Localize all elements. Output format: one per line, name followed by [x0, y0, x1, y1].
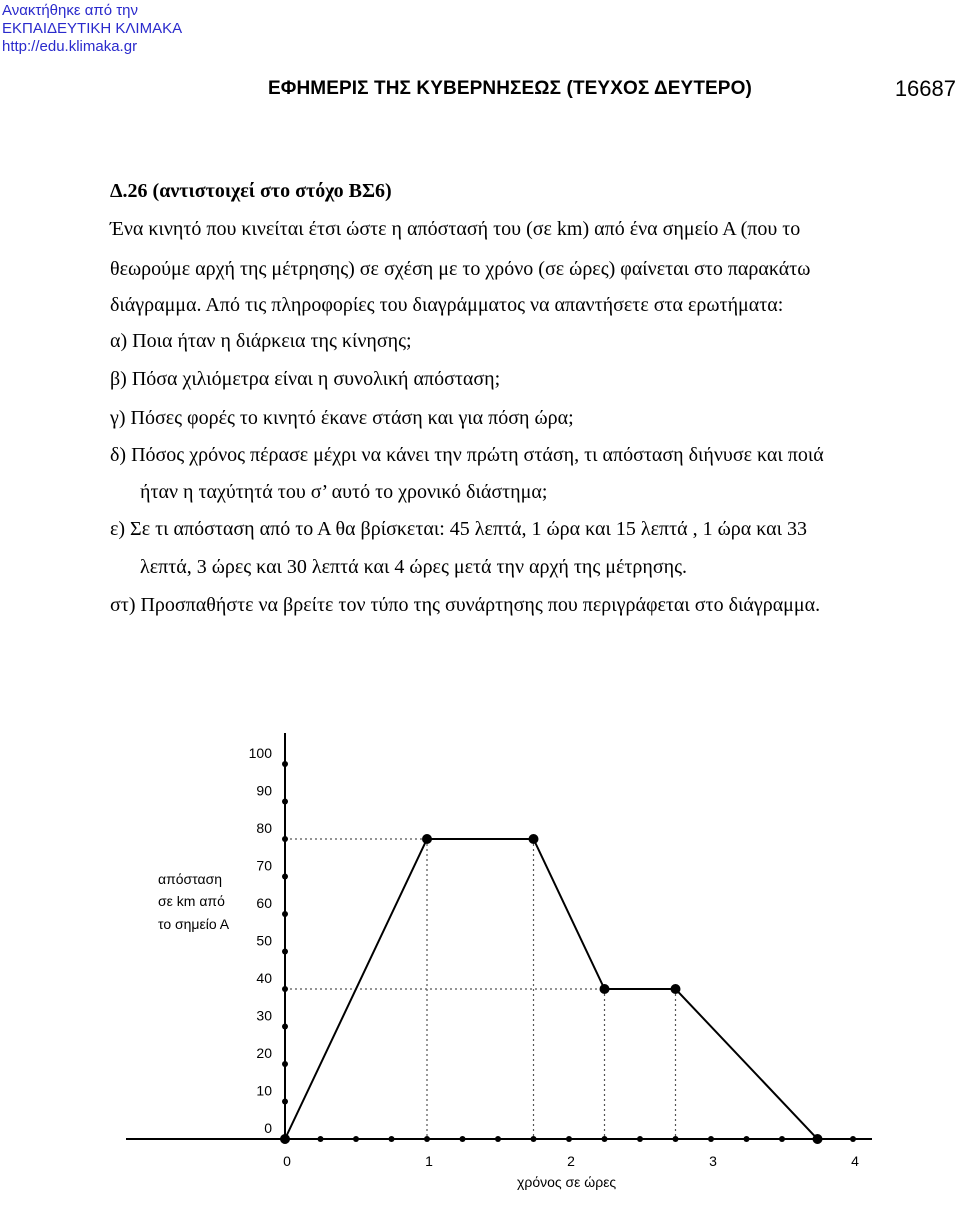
y-tick-label: 70: [256, 857, 272, 874]
exercise-title: Δ.26 (αντιστοιχεί στο στόχο ΒΣ6): [110, 180, 392, 202]
source-line-1: Ανακτήθηκε από την: [2, 2, 139, 19]
y-axis-label-line-1: απόσταση: [158, 871, 223, 887]
y-tick-label: 40: [256, 970, 272, 986]
x-tick-label: 2: [567, 1153, 575, 1169]
x-tick-label: 4: [851, 1153, 859, 1169]
x-tick-dot: [424, 1136, 430, 1142]
y-tick-label: 0: [264, 1120, 272, 1136]
x-tick-dot: [495, 1136, 501, 1142]
y-tick-dot: [282, 799, 288, 805]
question-e-line-2: λεπτά, 3 ώρες και 30 λεπτά και 4 ώρες μετά την αρχή της μέτρησης.: [140, 556, 688, 578]
x-tick-dot: [708, 1136, 714, 1142]
y-tick-dot: [282, 1024, 288, 1030]
x-tick-dot: [673, 1136, 679, 1142]
distance-time-chart: [0, 700, 960, 1200]
y-axis-label-line-3: το σημείο Α: [158, 916, 230, 932]
y-tick-label: 10: [256, 1082, 272, 1099]
question-d-line-2: ήταν η ταχύτητά του σ’ αυτό το χρονικό διάστημα;: [140, 481, 548, 503]
gazette-title: ΕΦΗΜΕΡΙΣ ΤΗΣ ΚΥΒΕΡΝΗΣΕΩΣ (ΤΕΥΧΟΣ ΔΕΥΤΕΡΟ): [268, 78, 752, 99]
x-tick-label: 3: [709, 1153, 717, 1169]
y-tick-label: 30: [256, 1007, 272, 1024]
y-tick-label: 80: [256, 820, 272, 836]
intro-line-3b: Από τις πληροφορίες του διαγράμματος να απαντήσετε στα ερωτήματα:: [205, 294, 784, 316]
y-tick-labels: [249, 745, 273, 1136]
x-tick-dot: [353, 1136, 359, 1142]
x-tick-dot: [318, 1136, 324, 1142]
question-c: γ) Πόσες φορές το κινητό έκανε στάση και για πόση ώρα;: [110, 407, 574, 429]
data-point: [280, 1134, 290, 1144]
y-tick-dot: [282, 911, 288, 917]
question-b: β) Πόσα χιλιόμετρα είναι η συνολική απόσταση;: [110, 368, 501, 390]
page-number: 16687: [894, 76, 956, 101]
y-tick-dot: [282, 1061, 288, 1067]
source-link[interactable]: http://edu.klimaka.gr: [2, 38, 138, 55]
y-tick-label: 100: [248, 745, 272, 761]
page-header: [268, 78, 958, 104]
y-tick-dot: [282, 761, 288, 767]
x-tick-dot: [744, 1136, 750, 1142]
x-tick-dot: [531, 1136, 537, 1142]
x-tick-label: 1: [425, 1153, 433, 1169]
question-a: α) Ποια ήταν η διάρκεια της κίνησης;: [110, 330, 412, 352]
axis-grid-dots: [282, 761, 856, 1142]
y-tick-dot: [282, 836, 288, 842]
x-tick-labels: [283, 1153, 859, 1169]
data-point: [600, 984, 610, 994]
x-axis-label: χρόνος σε ώρες: [517, 1174, 617, 1190]
x-tick-label: 0: [283, 1153, 291, 1169]
source-note: [2, 2, 182, 56]
x-tick-dot: [850, 1136, 856, 1142]
y-tick-label: 20: [256, 1045, 272, 1061]
y-tick-dot: [282, 986, 288, 992]
intro-line-3a: διάγραμμα.: [110, 294, 202, 316]
x-tick-dot: [602, 1136, 608, 1142]
question-e-line-1: ε) Σε τι απόσταση από το Α θα βρίσκεται: 45 λεπτά, 1 ώρα και 15 λεπτά , 1 ώρα και 33: [110, 518, 807, 540]
y-tick-dot: [282, 1099, 288, 1105]
y-tick-label: 90: [256, 782, 272, 799]
x-tick-dot: [637, 1136, 643, 1142]
x-tick-dot: [779, 1136, 785, 1142]
data-point: [813, 1134, 823, 1144]
x-tick-dot: [566, 1136, 572, 1142]
y-tick-label: 60: [256, 895, 272, 911]
y-axis-label-line-2: σε km από: [158, 893, 225, 909]
question-d-line-1: δ) Πόσος χρόνος πέρασε μέχρι να κάνει την πρώτη στάση, τι απόσταση διήνυσε και ποιά: [110, 444, 824, 466]
question-st: στ) Προσπαθήστε να βρείτε τον τύπο της συνάρτησης που περιγράφεται στο διάγραμμα.: [110, 594, 821, 616]
x-tick-dot: [389, 1136, 395, 1142]
intro-line-1: Ένα κινητό που κινείται έτσι ώστε η απόστασή του (σε km) από ένα σημείο Α (που το: [110, 218, 801, 240]
y-tick-dot: [282, 949, 288, 955]
data-point: [422, 834, 432, 844]
intro-line-3: [110, 294, 783, 317]
source-line-2: ΕΚΠΑΙΔΕΥΤΙΚΗ ΚΛΙΜΑΚΑ: [2, 20, 183, 37]
y-tick-label: 50: [256, 932, 272, 949]
x-tick-dot: [460, 1136, 466, 1142]
data-point: [671, 984, 681, 994]
intro-line-2: θεωρούμε αρχή της μέτρησης) σε σχέση με το χρόνο (σε ώρες) φαίνεται στο παρακάτω: [110, 258, 811, 280]
data-point: [529, 834, 539, 844]
y-tick-dot: [282, 874, 288, 880]
